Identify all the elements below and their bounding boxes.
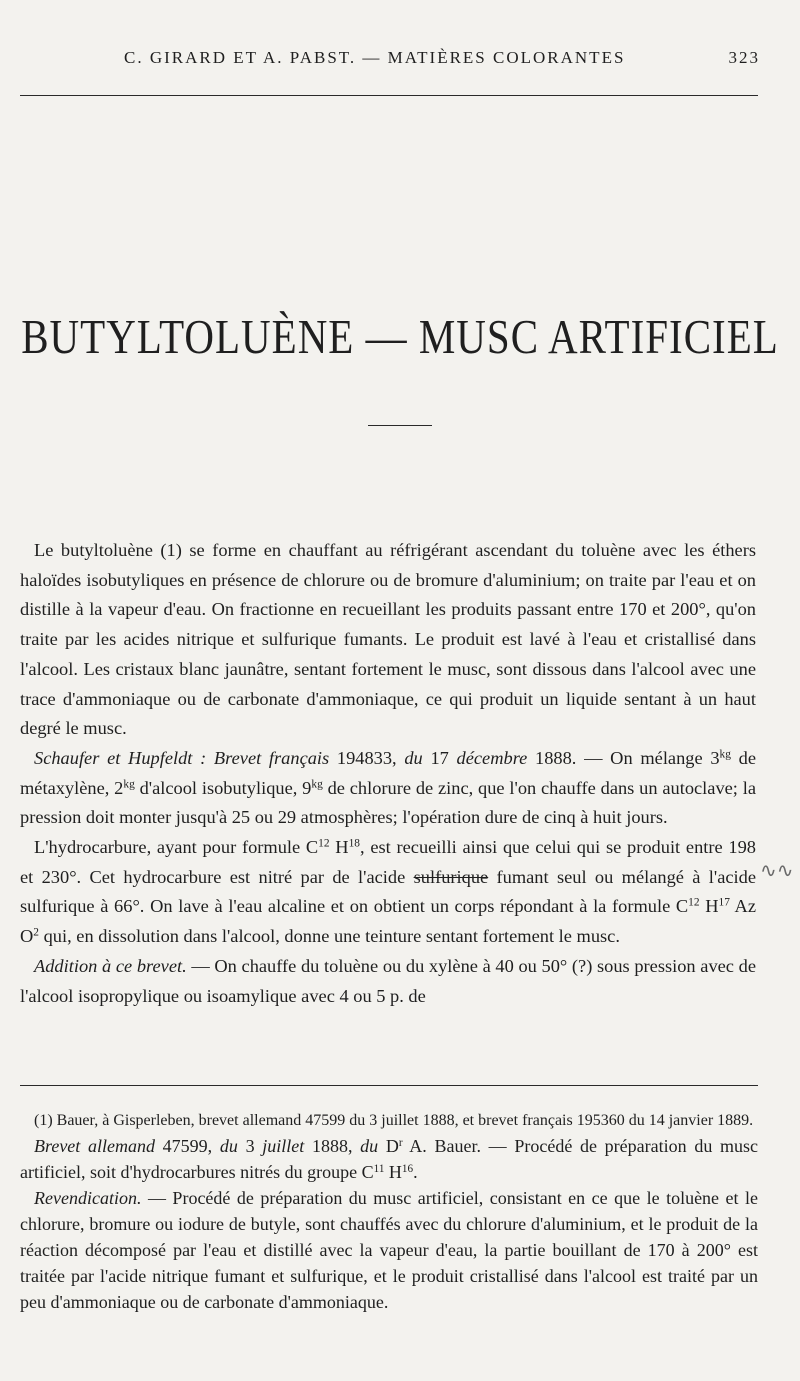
n2-sup-2: 11 (373, 1162, 385, 1175)
n2-sup-3: 16 (401, 1162, 414, 1175)
p4-italic-1: Addition à ce brevet. (34, 955, 187, 976)
n2-text-3: 1888, (304, 1135, 361, 1156)
paragraph-1-text: Le butyltoluène (1) se forme en chauffant au réfrigérant ascendant du toluène avec les éthers haloïdes isobutyliques en présence de chlorure ou de bromure d'aluminium; on traite par l'eau et on distille à la vapeur d'eau. On fractionne en recueillant les produits passant entre 170 et 200°, qu'on traite par les acides nitrique et sulfurique fumants. Le produit est lavé à l'eau et cristallisé dans l'alcool. Les cristaux blanc jaunâtre, sentant fortement le musc, sont dissous dans l'alcool avec une trace d'ammoniaque ou de carbonate d'ammoniaque, ce qui produit un liquide sentant à un haut degré le musc. (20, 540, 756, 739)
p2-text-3: 1888. — On mélange 3 (527, 747, 720, 768)
title-rule (368, 425, 432, 426)
n2-italic-2: du (219, 1135, 238, 1156)
n2-italic-4: du (360, 1135, 379, 1156)
p2-text-2: 17 (422, 747, 457, 768)
paragraph-2 (20, 744, 756, 833)
body-text (20, 536, 756, 1011)
p3-text-1: L'hydrocarbure, ayant pour formule C (34, 837, 319, 858)
p2-text-5: d'alcool isobutylique, 9 (134, 777, 312, 798)
chapter-title: BUTYLTOLUÈNE — MUSC ARTIFICIEL (21, 309, 779, 364)
p3-sup-3: 12 (688, 897, 700, 910)
p3-sup-4: 17 (718, 897, 730, 910)
p2-sup-1: kg (719, 748, 731, 761)
footnotes (20, 1110, 758, 1315)
p3-text-6: Az O (20, 896, 756, 947)
running-head-title: C. GIRARD ET A. PABST. — MATIÈRES COLORANTES (124, 48, 626, 67)
footnote-2 (20, 1133, 758, 1185)
n2-text-4: D (378, 1135, 399, 1156)
p3-text-4: fumant seul ou mélangé à l'acide sulfurique à 66°. On lave à l'eau alcaline et on obtient un corps répondant à la formule C (20, 866, 756, 917)
n2-text-2: 3 (237, 1135, 263, 1156)
p2-text-6: de chlorure de zinc, que l'on chauffe dans un autoclave; la pression doit monter jusqu'à 25 ou 29 atmosphères; l'opération dure de cinq à huit jours. (20, 777, 757, 828)
p2-text-4: de métaxylène, 2 (20, 747, 756, 798)
header-rule (20, 95, 758, 96)
page-number: 323 (728, 48, 760, 67)
p2-italic-1: Schaufer et Hupfeldt : Brevet français (34, 747, 330, 768)
p3-text-3: , est recueilli ainsi que celui qui se produit entre 198 et 230°. Cet hydrocarbure est nitré par de l'acide (20, 837, 756, 887)
p3-sup-5: 2 (33, 926, 39, 939)
n2-italic-1: Brevet allemand (34, 1135, 155, 1156)
paragraph-4 (20, 952, 756, 1011)
p2-italic-2: du (404, 747, 423, 768)
footnote-3 (20, 1185, 758, 1315)
margin-annotation: ∿∿ (760, 858, 794, 882)
p4-text-1: — On chauffe du toluène ou du xylène à 40 ou 50° (?) sous pression avec de l'alcool isopropylique ou isoamylique avec 4 ou 5 p. de (20, 955, 756, 1006)
p2-sup-2: kg (123, 778, 135, 791)
p3-text-5: H (699, 896, 719, 917)
p3-text-7: qui, en dissolution dans l'alcool, donne une teinture sentant fortement le musc. (38, 926, 620, 947)
n2-text-7: . (413, 1161, 418, 1182)
p2-text-1: 194833, (329, 747, 405, 768)
n2-italic-3: juillet (262, 1135, 305, 1156)
n3-text-1: — Procédé de préparation du musc artificiel, consistant en ce que le toluène et le chlorure, bromure ou iodure de butyle, sont chauffés avec du chlorure d'aluminium, et le produit de la réaction décomposé par l'eau et distillé avec la vapeur d'eau, la partie bouillant de 170 à 200° est traitée par l'acide nitrique fumant et sulfurique, et le produit cristallisé dans l'alcool est traité par un peu d'ammoniaque ou de carbonate d'ammoniaque. (20, 1187, 758, 1312)
n2-text-6: H (384, 1161, 402, 1182)
p3-sup-2: 18 (348, 837, 360, 850)
n2-sup-1: r (398, 1136, 403, 1149)
n2-text-1: 47599, (154, 1135, 220, 1156)
footnote-rule (20, 1085, 758, 1086)
n3-italic-1: Revendication. (34, 1187, 142, 1208)
p2-sup-3: kg (311, 778, 323, 791)
p2-italic-3: décembre (456, 747, 528, 768)
p3-struck-word: sulfurique (413, 866, 489, 887)
p3-text-2: H (329, 837, 349, 858)
paragraph-3 (20, 833, 756, 952)
p3-sup-1: 12 (318, 837, 330, 850)
footnote-1: (1) Bauer, à Gisperleben, brevet allemand 47599 du 3 juillet 1888, et brevet français 195360 du 14 janvier 1889. (34, 1112, 754, 1129)
paragraph-1 (20, 536, 756, 744)
n2-text-5: A. Bauer. — Procédé de préparation du musc artificiel, soit d'hydrocarbures nitrés du groupe C (20, 1135, 759, 1182)
